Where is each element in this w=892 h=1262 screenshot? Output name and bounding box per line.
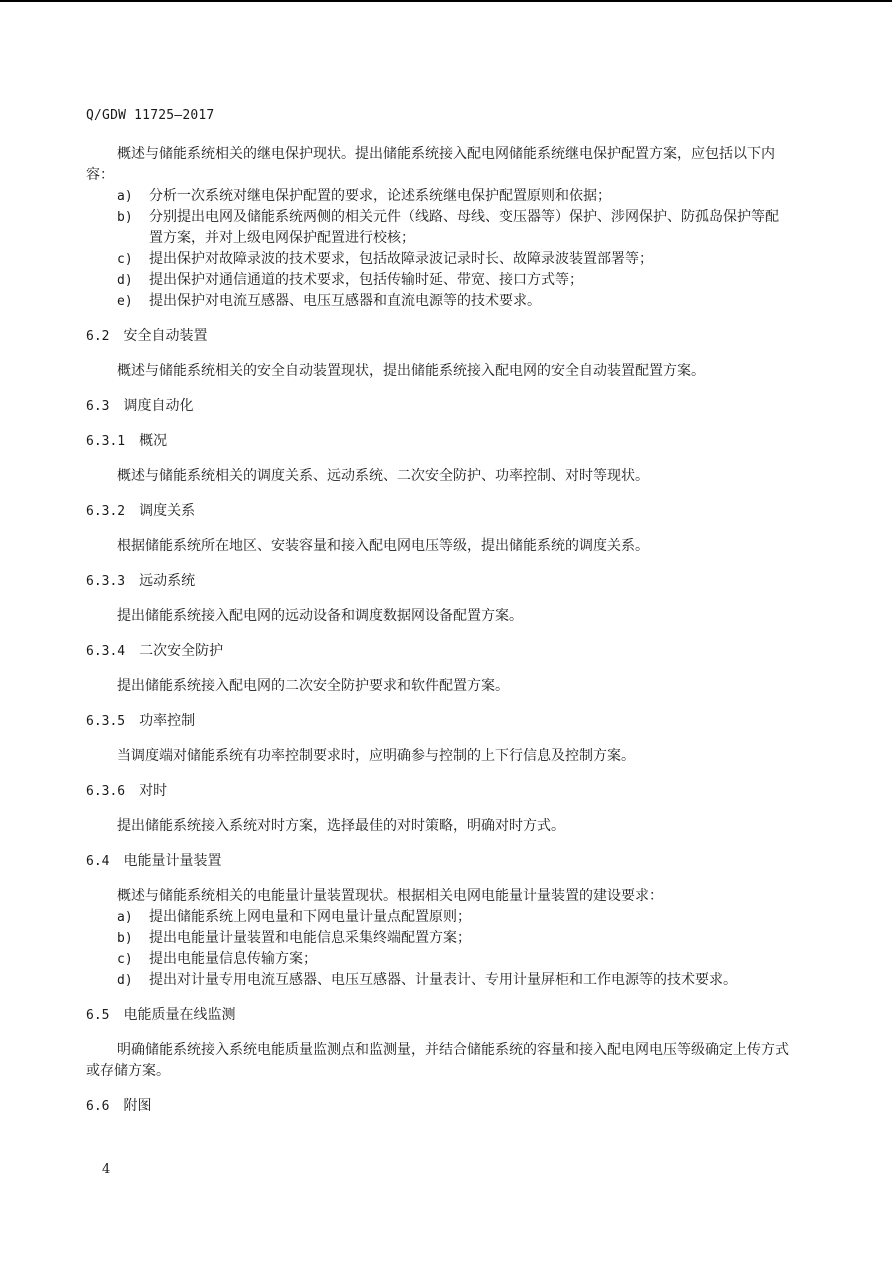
section-paragraph: 提出储能系统接入配电网的远动设备和调度数据网设备配置方案。 (117, 608, 523, 624)
list-marker: c) (117, 952, 133, 967)
section-title: 功率控制 (139, 713, 196, 729)
section-title: 远动系统 (139, 573, 196, 589)
section-number: 6.2 (86, 329, 110, 344)
section-number: 6.6 (86, 1099, 110, 1114)
list-item-text: 提出保护对故障录波的技术要求，包括故障录波记录时长、故障录波装置部署等； (149, 251, 653, 267)
list-item-text: 提出电能量信息传输方案； (149, 951, 317, 967)
list-item (86, 907, 792, 928)
section-heading-6-3 (86, 396, 792, 417)
intro-list (86, 186, 792, 312)
list-item-text: 提出储能系统上网电量和下网电量计量点配置原则； (149, 909, 471, 925)
section-heading-6-6 (86, 1096, 792, 1117)
section-number: 6.4 (86, 854, 110, 869)
section-paragraph: 概述与储能系统相关的安全自动装置现状，提出储能系统接入配电网的安全自动装置配置方案。 (117, 363, 705, 379)
section-title: 概况 (139, 433, 168, 449)
list-item (86, 186, 792, 207)
list-marker: d) (117, 273, 133, 288)
list-item-text: 提出电能量计量装置和电能信息采集终端配置方案； (149, 930, 471, 946)
section-heading-6-5 (86, 1005, 792, 1026)
list-marker: c) (117, 252, 133, 267)
list-item-text: 分别提出电网及储能系统两侧的相关元件（线路、母线、变压器等）保护、涉网保护、防孤岛保护等配置方案，并对上级电网保护配置进行校核； (149, 209, 779, 246)
section-paragraph: 根据储能系统所在地区、安装容量和接入配电网电压等级，提出储能系统的调度关系。 (117, 538, 649, 554)
section-title: 电能质量在线监测 (123, 1007, 236, 1023)
section-number: 6.3 (86, 399, 110, 414)
section-heading-6-2 (86, 326, 792, 347)
section-heading-6-3-1 (86, 431, 792, 452)
list-marker: e) (117, 294, 133, 309)
section-heading-6-3-2 (86, 501, 792, 522)
section-title: 附图 (123, 1098, 152, 1114)
list-item (86, 928, 792, 949)
list-item (86, 291, 792, 312)
section-number: 6.3.1 (86, 434, 126, 449)
section-title: 对时 (139, 783, 168, 799)
metering-list (86, 907, 792, 991)
section-heading-6-3-6 (86, 781, 792, 802)
list-item-text: 分析一次系统对继电保护配置的要求，论述系统继电保护配置原则和依据； (149, 188, 611, 204)
page-content (86, 144, 792, 1131)
section-number: 6.3.5 (86, 714, 126, 729)
section-title: 调度关系 (139, 503, 196, 519)
list-item (86, 249, 792, 270)
section-title: 安全自动装置 (123, 328, 208, 344)
section-heading-6-3-5 (86, 711, 792, 732)
section-title: 调度自动化 (123, 398, 194, 414)
section-paragraph: 概述与储能系统相关的电能量计量装置现状。根据相关电网电能量计量装置的建设要求： (117, 888, 663, 904)
section-heading-6-4 (86, 851, 792, 872)
list-item-text: 提出保护对电流互感器、电压互感器和直流电源等的技术要求。 (149, 293, 541, 309)
section-paragraph: 提出储能系统接入系统对时方案，选择最佳的对时策略，明确对时方式。 (117, 818, 565, 834)
list-item (86, 949, 792, 970)
section-paragraph: 明确储能系统接入系统电能质量监测点和监测量，并结合储能系统的容量和接入配电网电压等级确定上传方式或存储方案。 (86, 1042, 789, 1079)
section-number: 6.5 (86, 1008, 110, 1023)
section-paragraph: 提出储能系统接入配电网的二次安全防护要求和软件配置方案。 (117, 678, 509, 694)
section-title: 电能量计量装置 (123, 853, 222, 869)
list-marker: b) (117, 210, 133, 225)
page-number: 4 (102, 1162, 111, 1177)
document-code: Q/GDW 11725—2017 (86, 108, 215, 123)
list-marker: d) (117, 973, 133, 988)
list-item-text: 提出保护对通信通道的技术要求，包括传输时延、带宽、接口方式等； (149, 272, 583, 288)
section-paragraph: 当调度端对储能系统有功率控制要求时，应明确参与控制的上下行信息及控制方案。 (117, 748, 635, 764)
section-number: 6.3.6 (86, 784, 126, 799)
section-number: 6.3.2 (86, 504, 126, 519)
section-title: 二次安全防护 (139, 643, 224, 659)
list-item (86, 970, 792, 991)
list-marker: a) (117, 910, 133, 925)
section-heading-6-3-4 (86, 641, 792, 662)
list-item-text: 提出对计量专用电流互感器、电压互感器、计量表计、专用计量屏柜和工作电源等的技术要求。 (149, 972, 737, 988)
section-paragraph: 概述与储能系统相关的调度关系、远动系统、二次安全防护、功率控制、对时等现状。 (117, 468, 649, 484)
list-item (86, 207, 792, 249)
page-top-rule (0, 0, 892, 2)
list-marker: a) (117, 189, 133, 204)
section-number: 6.3.3 (86, 574, 126, 589)
list-marker: b) (117, 931, 133, 946)
section-number: 6.3.4 (86, 644, 126, 659)
list-item (86, 270, 792, 291)
section-heading-6-3-3 (86, 571, 792, 592)
intro-paragraph: 概述与储能系统相关的继电保护现状。提出储能系统接入配电网储能系统继电保护配置方案，应包括以下内容： (86, 146, 775, 183)
